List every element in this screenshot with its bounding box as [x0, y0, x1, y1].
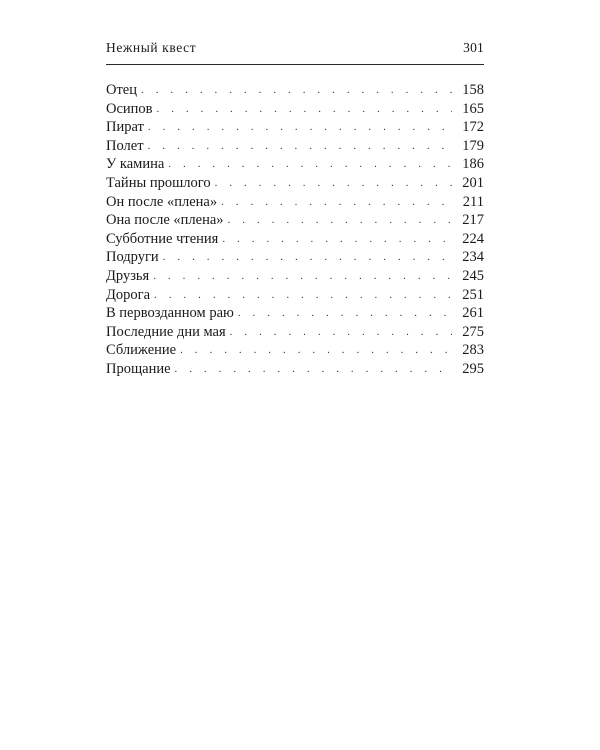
toc-entry: [106, 118, 484, 137]
toc-entry-page: 217: [462, 212, 484, 229]
toc-entry-page: 179: [462, 137, 484, 154]
toc-entry: [106, 230, 484, 249]
toc-entry-title: Он после «плена»: [106, 193, 218, 210]
toc-entry-title: Дорога: [106, 286, 151, 303]
toc-entry-title: Друзья: [106, 267, 150, 284]
toc-dot-leader: [215, 174, 452, 193]
page-number: 301: [463, 40, 484, 55]
toc-entry-title: Последние дни мая: [106, 323, 226, 340]
toc-dot-leader: [228, 211, 452, 230]
toc-dot-leader: [238, 304, 452, 323]
toc-dot-leader: [230, 323, 452, 342]
toc-entry-title: У камина: [106, 156, 165, 173]
table-of-contents: [106, 81, 484, 379]
toc-dot-leader: [148, 118, 452, 137]
toc-entry: [106, 267, 484, 286]
toc-entry-title: Пират: [106, 119, 144, 136]
toc-entry-title: Субботние чтения: [106, 230, 219, 247]
toc-dot-leader: [163, 248, 452, 267]
toc-dot-leader: [180, 341, 452, 360]
toc-entry-page: 172: [462, 119, 484, 136]
toc-dot-leader: [221, 193, 452, 212]
toc-entry-page: 234: [462, 249, 484, 266]
toc-entry-title: Отец: [106, 82, 138, 98]
toc-entry-page: 224: [462, 230, 484, 247]
toc-dot-leader: [153, 267, 452, 286]
toc-entry: [106, 323, 484, 342]
toc-dot-leader: [141, 81, 452, 100]
toc-entry-title: Тайны прошлого: [106, 174, 211, 191]
running-head-title: Нежный квест: [106, 40, 197, 55]
toc-entry-page: 261: [462, 305, 484, 322]
toc-entry-title: Сближение: [106, 342, 177, 359]
toc-entry-page: 251: [462, 286, 484, 303]
toc-entry: [106, 304, 484, 323]
toc-dot-leader: [168, 155, 452, 174]
toc-entry-page: 283: [462, 342, 484, 359]
toc-entry-page: 245: [462, 267, 484, 284]
toc-entry-title: Она после «плена»: [106, 212, 224, 229]
toc-entry-title: Подруги: [106, 249, 159, 266]
header-rule: [106, 64, 484, 65]
toc-dot-leader: [222, 230, 452, 249]
toc-entry-page: 275: [462, 323, 484, 340]
toc-entry: [106, 193, 484, 212]
toc-dot-leader: [148, 137, 452, 156]
toc-entry-page: 295: [462, 360, 484, 377]
toc-dot-leader: [154, 286, 452, 305]
toc-entry: [106, 248, 484, 267]
toc-entry: [106, 341, 484, 360]
toc-entry-page: 158: [462, 82, 484, 98]
toc-entry: [106, 100, 484, 119]
toc-entry-page: 165: [462, 100, 484, 117]
toc-entry-title: Полет: [106, 137, 144, 154]
toc-entry-title: Прощание: [106, 360, 171, 377]
toc-entry-page: 186: [462, 156, 484, 173]
toc-entry: [106, 286, 484, 305]
toc-entry: [106, 137, 484, 156]
toc-entry-title: Осипов: [106, 100, 153, 117]
toc-entry: [106, 174, 484, 193]
toc-entry-page: 211: [462, 193, 484, 210]
toc-entry: [106, 211, 484, 230]
toc-entry-title: В первозданном раю: [106, 305, 234, 322]
toc-dot-leader: [157, 100, 452, 119]
toc-dot-leader: [175, 360, 452, 379]
toc-entry-page: 201: [462, 174, 484, 191]
running-head: [106, 40, 484, 62]
toc-entry: [106, 360, 484, 379]
toc-entry: [106, 81, 484, 100]
toc-entry: [106, 155, 484, 174]
